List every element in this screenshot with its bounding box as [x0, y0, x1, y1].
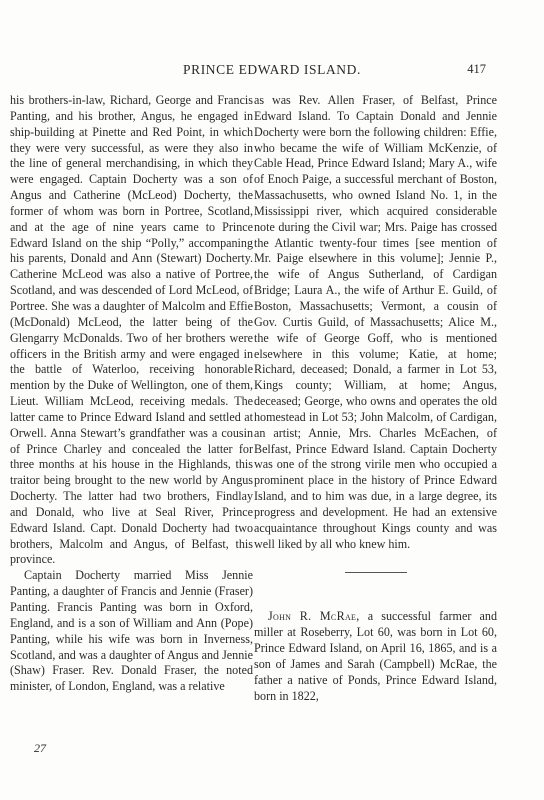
running-head: [0, 62, 544, 82]
entry-name: John R. McRae,: [268, 609, 360, 624]
section-divider: [345, 572, 407, 573]
paragraph: Captain Docherty married Miss Jennie Panting, a daughter of Francis and Jennie (Fraser) Panting. Francis Panting was born in Oxford, England, and is a son of William and Ann (Pope) Panting, while his wife was born in Inverness, Scotland, and was a daughter of Angus and Jennie (Shaw) Fraser. Rev. Donald Fraser, the noted minister, of London, England, was a relative: [10, 568, 253, 694]
new-entry-paragraph: [254, 609, 497, 704]
right-column: [254, 93, 497, 705]
signature-mark: 27: [34, 741, 46, 755]
page-title: PRINCE EDWARD ISLAND.: [183, 62, 361, 77]
paragraph: his brothers-in-law, Richard, George and Francis Panting, and his brother, Angus, he engaged in ship-building at Pinette and Red Point, in which they were very successful, as were they also in the line of general merchandising, in which they were engaged. Captain Docherty was a son of Angus and Catherine (McLeod) Docherty, the former of whom was born in Portree, Scotland, and at the age of nine years came to Prince Edward Island on the ship “Polly,” accompaning his parents, Donald and Ann (Stewart) Docherty. Catherine McLeod was also a native of Portree, Scotland, and was descended of Lord McLeod, of Portree. She was a daughter of Malcolm and Effie (McDonald) McLeod, the latter being of the Glengarry McDonalds. Two of her brothers were officers in the British army and were engaged in the battle of Waterloo, receiving honorable mention by the Duke of Wellington, one of them, Lieut. William McLeod, receiving medals. The latter came to Prince Edward Island and settled at Orwell. Anna Stewart’s grandfather was a cousin of Prince Charley and concealed the latter for three months at his house in the Highlands, this traitor being brought to the new world by Angus Docherty. The latter had two brothers, Findlay and Donald, who live at Seal River, Prince Edward Island. Capt. Donald Docherty had two brothers, Malcolm and Angus, of Belfast, this province.: [10, 93, 253, 567]
page-number: 417: [467, 62, 486, 76]
left-column: [10, 93, 253, 695]
paragraph: as was Rev. Allen Fraser, of Belfast, Prince Edward Island. To Captain Donald and Jennie Docherty were born the following children: Effie, who became the wife of William McKenzie, of Cable Head, Prince Edward Island; Mary A., wife of Enoch Paige, a successful merchant of Boston, Massachusetts, who owned Island No. 1, in the Mississippi river, which acquired considerable note during the Civil war; Mrs. Paige has crossed the Atlantic twenty-four times [see mention of Mr. Paige elsewhere in this volume]; Jennie P., the wife of Angus Sutherland, of Cardigan Bridge; Laura A., the wife of Arthur E. Guild, of Boston, Massachusetts; Vermont, a cousin of Gov. Curtis Guild, of Massachusetts; Alice M., the wife of George Goff, who is mentioned elsewhere in this volume; Katie, at home; Richard, deceased; Donald, a farmer in Lot 53, Kings county; William, at home; Angus, deceased; George, who owns and operates the old homestead in Lot 53; John Malcolm, of Cardigan, an artist; Annie, Mrs. Charles McEachen, of Belfast, Prince Edward Island. Captain Docherty was one of the strong virile men who occupied a prominent place in the history of Prince Edward Island, and to him was due, in a large degree, its progress and development. He had an extensive acquaintance throughout Kings county and was well liked by all who knew him.: [254, 93, 497, 551]
entry-text: a successful farmer and miller at Roseberry, Lot 60, was born in Lot 60, Prince Edward Island, on April 16, 1865, and is a son of James and Sarah (Campbell) McRae, the father a native of Ponds, Prince Edward Island, born in 1822,: [254, 609, 497, 703]
